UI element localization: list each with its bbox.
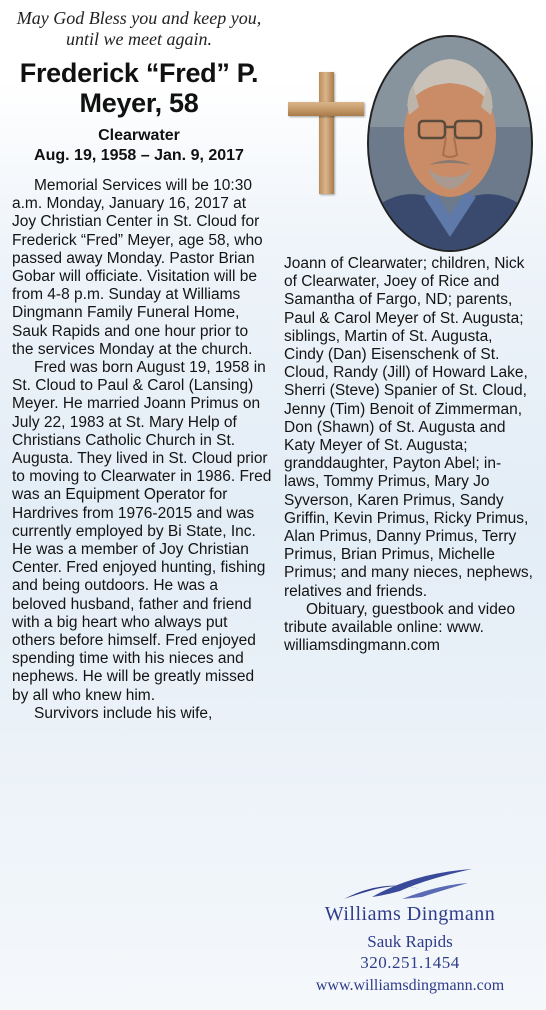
survivors-paragraph: Joann of Clearwater; children, Nick of Clearwater, Joey of Rice and Samantha of Fargo, ND; parents, Paul & Carol Meyer of St. Augusta; siblings, Martin of St. Augusta, Cindy (Dan) Eisenschenk of St. Cloud, Randy (Jill) of Howard Lake, Sherri (Steve) Spanier of St. Cloud, Jenny (Tim) Benoit of Zimmerman, Don (Shawn) of St. Augusta and Katy Meyer of St. Augusta; granddaughter, Payton Abel; in-laws, Tommy Primus, Mary Jo Syverson, Karen Primus, Sandy Griffin, Kevin Primus, Ricky Primus, Alan Primus, Danny Primus, Terry Primus, Brian Primus, Michelle Primus; and many nieces, nephews, relatives and friends. <box>284 255 533 600</box>
cross-vertical-beam <box>319 72 334 194</box>
cross-horizontal-beam <box>288 102 364 116</box>
services-paragraph: Memorial Services will be 10:30 a.m. Monday, January 16, 2017 at Joy Christian Center in St. Cloud for Frederick “Fred” Meyer, age 58, who passed away Monday. Pastor Brian Gobar will officiate. Visitation will be from 4-8 p.m. Sunday at Williams Dingmann Family Funeral Home, Sauk Rapids and one hour prior to the services Monday at the church. <box>12 177 263 358</box>
swoosh-logo-icon <box>342 865 478 903</box>
portrait-photo <box>367 35 533 252</box>
funeral-home-city: Sauk Rapids <box>367 932 453 951</box>
funeral-home-block <box>284 865 536 1005</box>
funeral-home-phone[interactable]: 320.251.1454 <box>360 953 460 972</box>
blessing-verse: May God Bless you and keep you, until we meet again. <box>16 8 262 49</box>
obituary-column-right <box>284 255 536 655</box>
portrait-illustration <box>369 37 531 250</box>
funeral-home-website[interactable]: www.williamsdingmann.com <box>315 977 505 994</box>
funeral-home-name: Williams Dingmann <box>324 903 496 925</box>
life-dates: Aug. 19, 1958 – Jan. 9, 2017 <box>34 147 244 164</box>
hometown: Clearwater <box>98 127 180 144</box>
obituary-column-left <box>12 177 272 723</box>
biography-paragraph: Fred was born August 19, 1958 in St. Cloud to Paul & Carol (Lansing) Meyer. He married Joann Primus on July 22, 1983 at St. Mary Help of Christians Catholic Church in St. Augusta. They lived in St. Cloud prior to moving to Clearwater in 1986. Fred was an Equipment Operator for Hardrives from 1976-2015 and was currently employed by Bi State, Inc. He was a member of Joy Christian Center. Fred enjoyed hunting, fishing and being outdoors. He was a beloved husband, father and friend with a big heart who always put others before himself. Fred enjoyed spending time with his nieces and nephews. He will be greatly missed by all who knew him. <box>12 359 272 704</box>
survivors-intro: Survivors include his wife, <box>34 704 213 722</box>
online-tribute-paragraph: Obituary, guestbook and video tribute available online: www. williamsdingmann.com <box>284 600 516 655</box>
cross-icon <box>288 72 364 194</box>
deceased-name: Frederick “Fred” P. Meyer, 58 <box>19 58 259 118</box>
